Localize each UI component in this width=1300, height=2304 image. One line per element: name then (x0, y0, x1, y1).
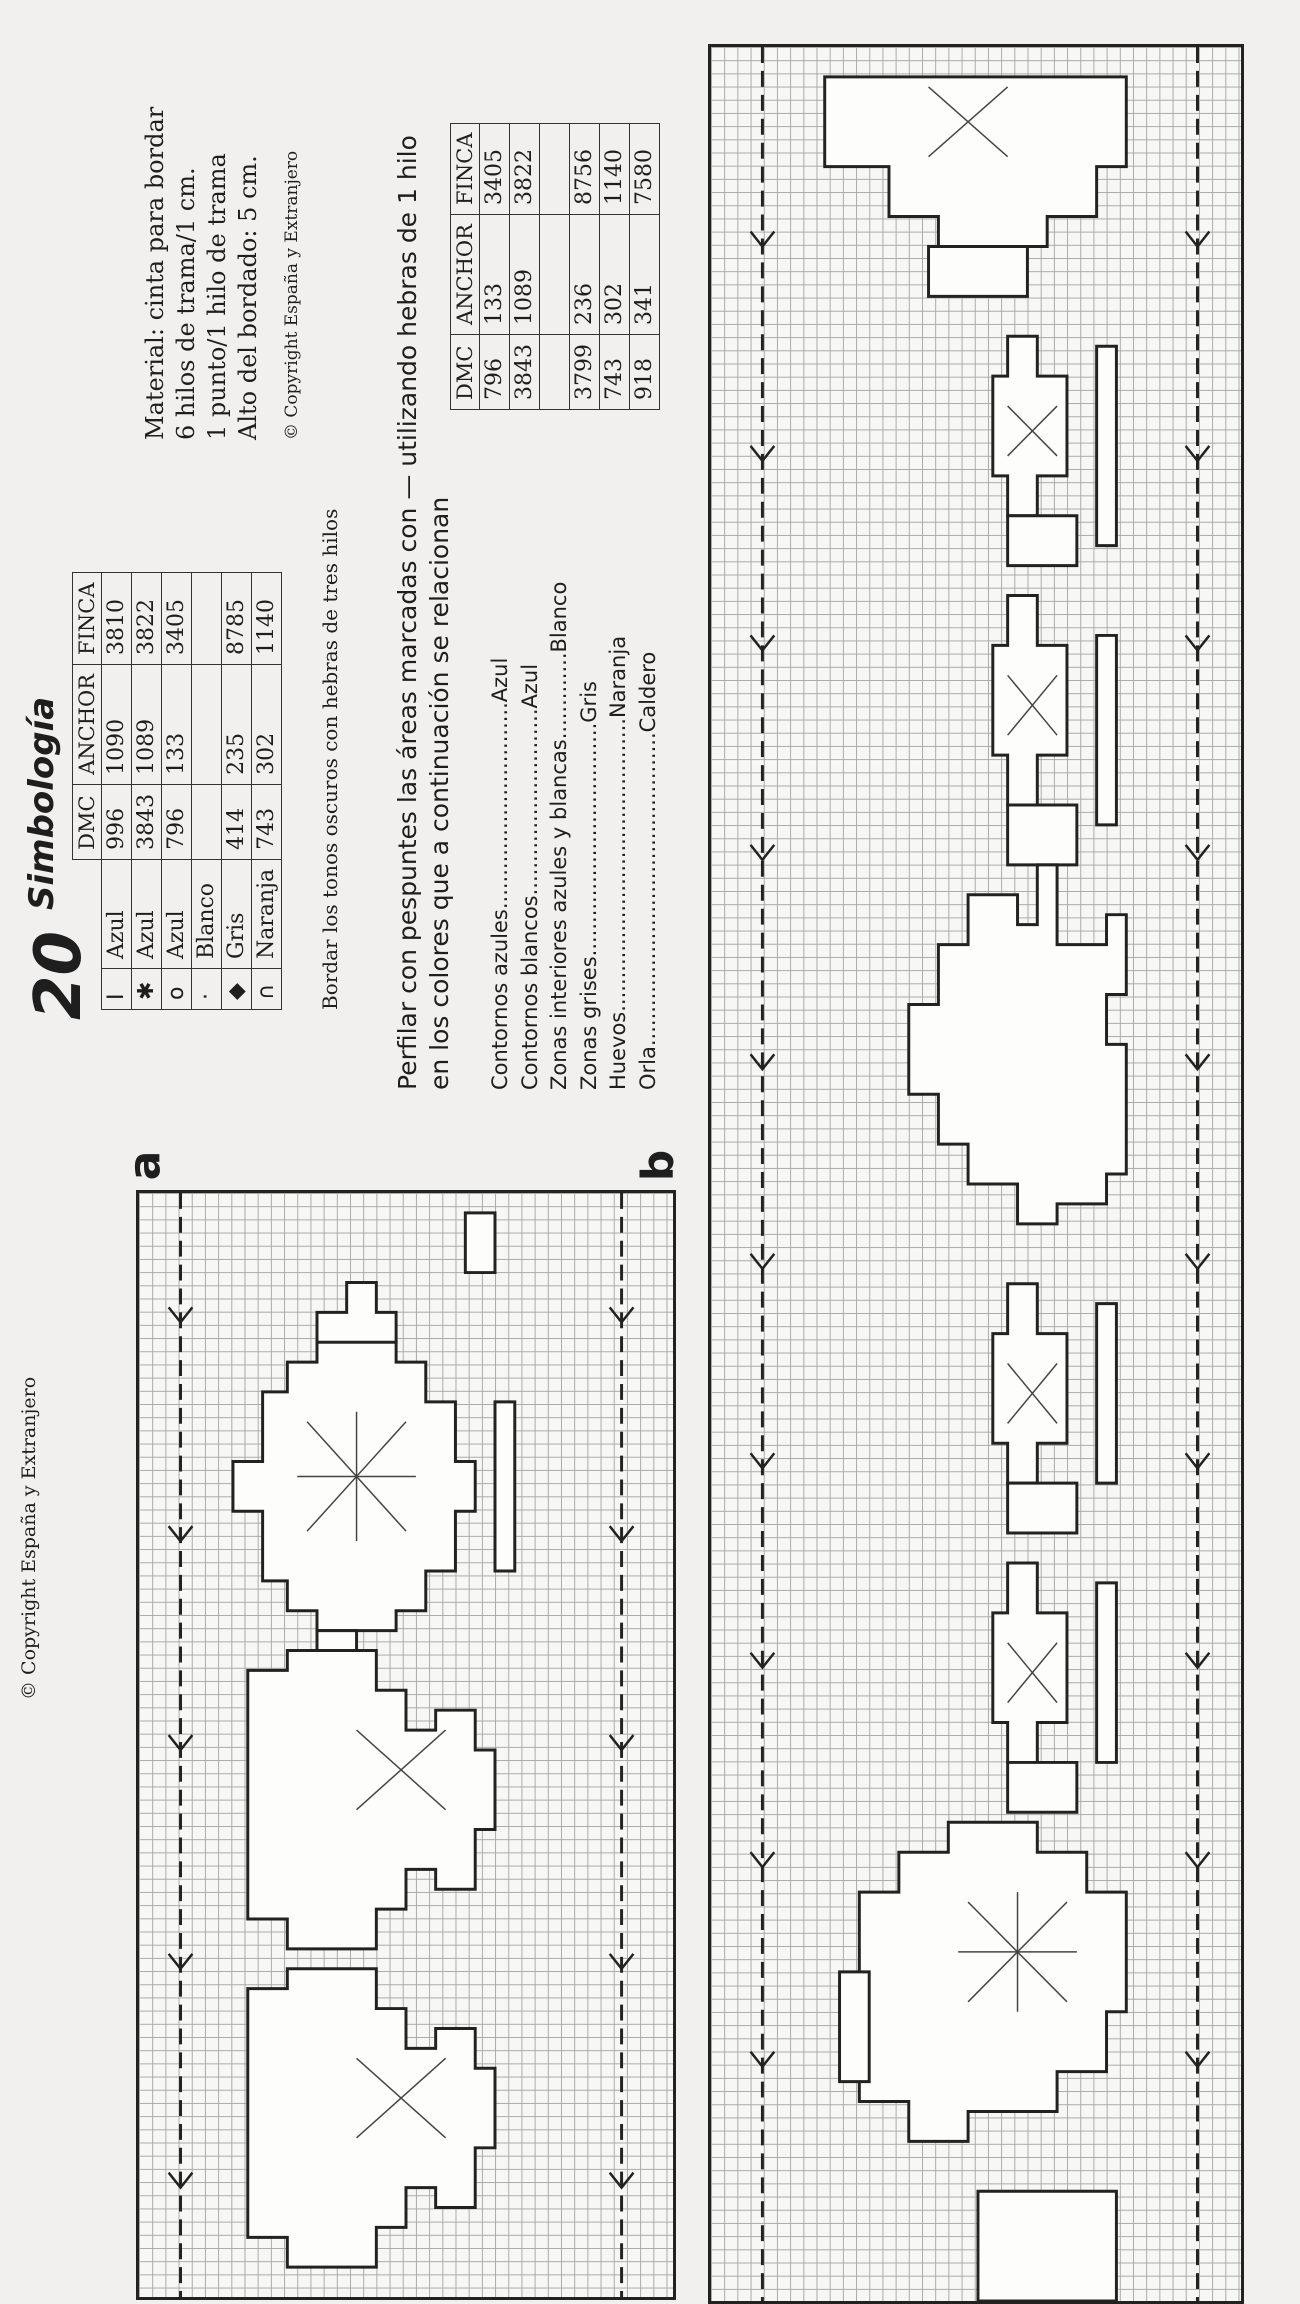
header-dmc: DMC (73, 784, 102, 859)
dmc-value: 3799 (570, 335, 600, 410)
dmc-value (192, 784, 222, 859)
header-dmc: DMC (451, 335, 480, 410)
item-color: Azul (488, 657, 512, 703)
material-line: 6 hilos de trama/1 cm. (172, 167, 200, 440)
table-row (252, 573, 282, 1010)
chart-b-grid (708, 44, 1244, 2304)
color-name: Azul (102, 859, 132, 968)
finca-value: 3822 (132, 573, 162, 664)
finca-value: 1140 (600, 123, 630, 214)
anchor-value: 133 (480, 215, 510, 335)
dmc-value: 743 (252, 784, 282, 859)
panel-a-label: a (119, 1150, 171, 1181)
dmc-value: 3843 (132, 784, 162, 859)
item-label: Orla (635, 1046, 660, 1090)
table-row (630, 123, 660, 409)
material-line: Alto del bordado: 5 cm. (234, 155, 262, 440)
header-anchor: ANCHOR (451, 215, 480, 335)
dmc-value: 796 (162, 784, 192, 859)
outline-line-1: Perfilar con pespuntes las áreas marcadas con — utilizando hebras de 1 hilo (393, 135, 422, 1090)
outline-instructions (392, 135, 456, 1090)
list-item (545, 582, 575, 1090)
table-row (510, 123, 540, 409)
item-label: Huevos (606, 1011, 630, 1090)
stitch-symbol-icon: · (192, 969, 222, 1010)
list-item (634, 582, 664, 1090)
finca-value: 7580 (630, 123, 660, 214)
stitch-symbol-icon: ◆ (222, 969, 252, 1010)
anchor-value: 235 (222, 664, 252, 784)
anchor-value (540, 215, 570, 335)
finca-value: 3405 (480, 123, 510, 214)
finca-value: 3405 (162, 573, 192, 664)
anchor-value: 302 (600, 215, 630, 335)
item-dots: ............................................... (635, 732, 660, 1047)
panel-b-label: b (632, 1149, 684, 1182)
stitch-symbol-icon: o (162, 969, 192, 1010)
embroider-note: Bordar los tonos oscuros con hebras de tres hilos (318, 508, 342, 1010)
anchor-value: 302 (252, 664, 282, 784)
finca-value (192, 573, 222, 664)
pattern-number: 20 (22, 930, 96, 1020)
stitch-symbol-icon: ✱ (132, 969, 162, 1010)
copyright-small: © Copyright España y Extranjero (282, 150, 302, 440)
item-label: Contornos azules (488, 909, 512, 1090)
finca-value (540, 123, 570, 214)
header-finca: FINCA (73, 573, 102, 664)
table-row (600, 123, 630, 409)
chart-b-motifs (711, 47, 1241, 2301)
table-row (192, 573, 222, 1010)
material-block (140, 107, 264, 440)
color-name: Naranja (252, 859, 282, 968)
anchor-value (192, 664, 222, 784)
table-row (570, 123, 600, 409)
table-row (540, 123, 570, 409)
color-name: Gris (222, 859, 252, 968)
color-name: Azul (162, 859, 192, 968)
finca-value: 3810 (102, 573, 132, 664)
item-color: Azul (517, 663, 542, 709)
table-row (222, 573, 252, 1010)
anchor-value: 236 (570, 215, 600, 335)
dmc-value: 743 (600, 335, 630, 410)
dmc-value: 796 (480, 335, 510, 410)
finca-value: 8756 (570, 123, 600, 214)
outline-table-wrap (450, 123, 660, 410)
item-label: Zonas interiores azules y blancas (547, 739, 571, 1090)
finca-value: 8785 (222, 573, 252, 664)
item-dots: ............................................ (606, 718, 630, 1012)
material-line: Material: cinta para bordar (141, 106, 169, 440)
list-item (575, 582, 605, 1090)
outline-line-2: en los colores que a continuación se relacionan (425, 496, 454, 1090)
color-name: Azul (132, 859, 162, 968)
item-color: Caldero (635, 651, 660, 733)
dmc-value: 996 (102, 784, 132, 859)
table-row (132, 573, 162, 1010)
item-color: Blanco (547, 581, 571, 653)
anchor-value: 1090 (102, 664, 132, 784)
outline-list (486, 582, 663, 1090)
item-label: Zonas grises (576, 956, 601, 1090)
symbol-table-header (73, 573, 102, 1010)
item-dots: ............. (547, 652, 571, 740)
item-dots: ............................ (517, 708, 542, 896)
header-finca: FINCA (451, 123, 480, 214)
outline-table (450, 123, 660, 410)
list-item (604, 582, 634, 1090)
anchor-value: 1089 (132, 664, 162, 784)
outline-table-header (451, 123, 480, 409)
section-title: Simbología (22, 696, 62, 910)
color-name: Blanco (192, 859, 222, 968)
item-dots: ................................... (576, 722, 601, 957)
item-color: Gris (576, 681, 601, 723)
stitch-symbol-icon: I (102, 969, 132, 1010)
table-row (480, 123, 510, 409)
dmc-value: 3843 (510, 335, 540, 410)
table-row (102, 573, 132, 1010)
anchor-value: 341 (630, 215, 660, 335)
material-line: 1 punto/1 hilo de trama (203, 153, 231, 440)
side-copyright: © Copyright España y Extranjero (18, 1376, 40, 1700)
item-label: Contornos blancos (517, 895, 542, 1090)
dmc-value: 414 (222, 784, 252, 859)
dmc-value: 918 (630, 335, 660, 410)
item-dots: ............................... (488, 702, 512, 910)
stitch-symbol-icon: ∩ (252, 969, 282, 1010)
chart-a-motifs (139, 1193, 673, 2297)
anchor-value: 133 (162, 664, 192, 784)
finca-value: 1140 (252, 573, 282, 664)
anchor-value: 1089 (510, 215, 540, 335)
item-color: Naranja (606, 635, 630, 719)
chart-a-grid (136, 1190, 676, 2300)
header-anchor: ANCHOR (73, 664, 102, 784)
symbol-table-wrap (72, 572, 282, 1010)
list-item (516, 582, 546, 1090)
symbol-table (72, 572, 282, 1010)
table-row (162, 573, 192, 1010)
list-item (486, 582, 516, 1090)
dmc-value (540, 335, 570, 410)
finca-value: 3822 (510, 123, 540, 214)
